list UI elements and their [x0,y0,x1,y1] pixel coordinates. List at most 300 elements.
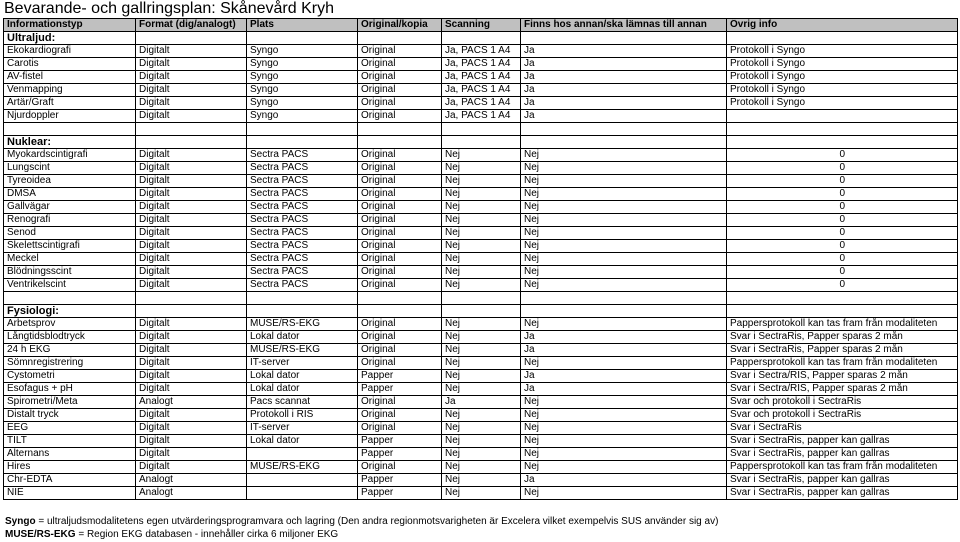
table-cell[interactable]: 0 [727,227,958,240]
table-cell[interactable]: Original [358,279,442,292]
table-cell[interactable]: Alternans [4,448,136,461]
table-cell[interactable]: Svar och protokoll i SectraRis [727,396,958,409]
table-cell[interactable]: Nej [442,357,521,370]
table-cell[interactable]: Original [358,162,442,175]
table-cell[interactable]: Svar i SectraRis, papper kan gallras [727,448,958,461]
table-cell[interactable]: Sectra PACS [247,240,358,253]
table-cell[interactable]: Ekokardiografi [4,45,136,58]
table-cell[interactable]: Esofagus + pH [4,383,136,396]
table-cell[interactable]: Protokoll i Syngo [727,45,958,58]
column-header[interactable]: Övrig info [727,19,958,32]
table-cell[interactable]: Ja [521,383,727,396]
table-cell[interactable]: Protokoll i Syngo [727,84,958,97]
table-cell[interactable]: MUSE/RS-EKG [247,461,358,474]
column-header[interactable]: Format (dig/analogt) [136,19,247,32]
table-cell[interactable] [247,487,358,500]
table-row [4,149,958,162]
table-row [4,318,958,331]
table-cell[interactable]: Sectra PACS [247,162,358,175]
table-cell[interactable]: Ja, PACS 1 A4 [442,110,521,123]
section-heading-row [4,32,958,45]
table-cell[interactable]: Original [358,227,442,240]
table-row [4,383,958,396]
table-cell[interactable]: Digitalt [136,279,247,292]
section-heading-row [4,136,958,149]
table-cell[interactable]: Ja [521,370,727,383]
table-cell[interactable] [521,305,727,318]
table-cell[interactable]: Ja [521,58,727,71]
table-row [4,370,958,383]
table-cell[interactable]: Original [358,214,442,227]
table-cell[interactable]: Ja [521,97,727,110]
table-cell[interactable] [247,123,358,136]
table-cell[interactable]: Nej [521,175,727,188]
table-cell[interactable]: Svar i SectraRis, Papper sparas 2 mån [727,344,958,357]
table-cell[interactable]: Ja [521,110,727,123]
table-cell[interactable]: Sectra PACS [247,201,358,214]
table-row [4,409,958,422]
table-cell[interactable]: Svar i Sectra/RIS, Papper sparas 2 mån [727,370,958,383]
table-row [4,357,958,370]
table-cell[interactable]: Original [358,149,442,162]
table-cell[interactable]: Digitalt [136,162,247,175]
table-cell[interactable]: Lungscint [4,162,136,175]
table-cell[interactable]: Original [358,461,442,474]
table-cell[interactable]: Cystometri [4,370,136,383]
table-cell[interactable]: Skelettscintigrafi [4,240,136,253]
table-cell[interactable]: Nej [521,240,727,253]
table-cell[interactable]: Original [358,331,442,344]
table-cell[interactable]: Digitalt [136,383,247,396]
table-cell[interactable]: Nej [521,318,727,331]
column-header[interactable]: Plats [247,19,358,32]
table-cell[interactable]: Digitalt [136,409,247,422]
table-cell[interactable]: Original [358,240,442,253]
table-row [4,45,958,58]
table-cell[interactable]: IT-server [247,422,358,435]
table-cell[interactable]: Nej [521,149,727,162]
table-cell[interactable] [442,136,521,149]
table-row [4,240,958,253]
table-cell[interactable] [358,292,442,305]
table-cell[interactable]: Tyreoidea [4,175,136,188]
table-cell[interactable]: Arbetsprov [4,318,136,331]
table-cell[interactable] [247,305,358,318]
table-cell[interactable] [727,292,958,305]
table-cell[interactable]: Venmapping [4,84,136,97]
table-cell[interactable]: Sectra PACS [247,175,358,188]
table-cell[interactable]: Digitalt [136,227,247,240]
table-cell[interactable]: Lokal dator [247,370,358,383]
table-cell[interactable]: Nej [442,487,521,500]
table-cell[interactable]: Pappersprotokoll kan tas fram från modaliteten [727,357,958,370]
table-cell[interactable]: Syngo [247,45,358,58]
table-cell[interactable]: 0 [727,162,958,175]
table-cell[interactable]: Spirometri/Meta [4,396,136,409]
table-cell[interactable]: 0 [727,253,958,266]
table-row [4,188,958,201]
table-cell[interactable] [358,305,442,318]
table-row [4,162,958,175]
table-row [4,435,958,448]
table-cell[interactable]: Syngo [247,84,358,97]
table-cell[interactable] [136,123,247,136]
table-cell[interactable]: Protokoll i Syngo [727,71,958,84]
table-row [4,331,958,344]
table-cell[interactable]: Nej [521,253,727,266]
table-cell[interactable]: Svar i SectraRis [727,422,958,435]
table-cell[interactable]: Njurdoppler [4,110,136,123]
table-cell[interactable] [358,136,442,149]
table-cell[interactable]: Nej [442,409,521,422]
spreadsheet-table [3,18,958,500]
section-heading-row [4,305,958,318]
table-row [4,266,958,279]
table-body [4,19,958,500]
table-cell[interactable]: Digitalt [136,58,247,71]
section-heading[interactable]: Fysiologi: [4,305,136,318]
table-cell[interactable]: Protokoll i Syngo [727,97,958,110]
table-cell[interactable]: Original [358,344,442,357]
footnote-muse [5,529,338,541]
table-cell[interactable]: Distalt tryck [4,409,136,422]
table-cell[interactable]: Syngo [247,97,358,110]
table-cell[interactable]: Original [358,422,442,435]
table-cell[interactable]: Original [358,188,442,201]
table-cell[interactable]: Nej [442,344,521,357]
table-cell[interactable]: Nej [442,227,521,240]
table-cell[interactable]: Syngo [247,110,358,123]
table-cell[interactable]: Ja [521,71,727,84]
table-cell[interactable]: NIE [4,487,136,500]
table-cell[interactable]: Nej [442,383,521,396]
table-cell[interactable]: 0 [727,240,958,253]
column-header[interactable]: Original/kopia [358,19,442,32]
table-cell[interactable]: Pacs scannat [247,396,358,409]
table-cell[interactable]: 0 [727,214,958,227]
table-cell[interactable]: Papper [358,448,442,461]
table-cell[interactable]: Digitalt [136,253,247,266]
table-cell[interactable] [442,32,521,45]
table-cell[interactable] [521,32,727,45]
table-cell[interactable]: 0 [727,279,958,292]
table-cell[interactable]: Digitalt [136,110,247,123]
table-cell[interactable]: Nej [521,461,727,474]
table-cell[interactable]: Nej [521,409,727,422]
table-cell[interactable]: Lokal dator [247,435,358,448]
table-cell[interactable]: Digitalt [136,45,247,58]
table-cell[interactable]: Sectra PACS [247,279,358,292]
table-cell[interactable]: Nej [442,162,521,175]
table-cell[interactable]: Digitalt [136,71,247,84]
column-header[interactable]: Informationstyp [4,19,136,32]
table-cell[interactable]: Pappersprotokoll kan tas fram från modaliteten [727,461,958,474]
table-cell[interactable]: Nej [442,188,521,201]
table-cell[interactable]: Sömnregistrering [4,357,136,370]
table-cell[interactable] [136,292,247,305]
table-cell[interactable]: Nej [442,240,521,253]
table-cell[interactable]: Ja [442,396,521,409]
table-cell[interactable]: Nej [521,214,727,227]
table-cell[interactable]: Ja, PACS 1 A4 [442,58,521,71]
table-cell[interactable]: Digitalt [136,318,247,331]
table-cell[interactable]: Analogt [136,474,247,487]
table-cell[interactable]: Nej [521,266,727,279]
table-cell[interactable]: Långtidsblodtryck [4,331,136,344]
table-cell[interactable]: Syngo [247,58,358,71]
table-cell[interactable]: 24 h EKG [4,344,136,357]
table-cell[interactable] [521,292,727,305]
table-cell[interactable]: Sectra PACS [247,214,358,227]
table-cell[interactable]: Digitalt [136,214,247,227]
table-cell[interactable]: Ja, PACS 1 A4 [442,97,521,110]
table-cell[interactable]: Nej [521,227,727,240]
table-cell[interactable]: Meckel [4,253,136,266]
table-cell[interactable] [727,136,958,149]
table-cell[interactable]: EEG [4,422,136,435]
table-cell[interactable] [247,448,358,461]
table-cell[interactable]: 0 [727,149,958,162]
table-cell[interactable]: Ja, PACS 1 A4 [442,71,521,84]
table-cell[interactable] [4,292,136,305]
table-cell[interactable]: TILT [4,435,136,448]
table-cell[interactable]: Sectra PACS [247,253,358,266]
table-cell[interactable]: Digitalt [136,344,247,357]
footnote-text: = Region EKG databasen - innehåller cirka 6 miljoner EKG [75,529,339,540]
table-cell[interactable]: Nej [442,461,521,474]
table-cell[interactable] [4,123,136,136]
table-row [4,227,958,240]
table-cell[interactable]: Nej [521,188,727,201]
table-cell[interactable]: Nej [442,448,521,461]
table-cell[interactable]: Digitalt [136,370,247,383]
column-header[interactable]: Finns hos annan/ska lämnas till annan [521,19,727,32]
table-cell[interactable]: Papper [358,487,442,500]
table-row [4,84,958,97]
table-cell[interactable]: Original [358,175,442,188]
table-cell[interactable]: Papper [358,474,442,487]
table-cell[interactable]: Nej [521,279,727,292]
table-row [4,448,958,461]
table-cell[interactable]: MUSE/RS-EKG [247,318,358,331]
table-cell[interactable]: Original [358,266,442,279]
table-row [4,110,958,123]
table-cell[interactable] [247,292,358,305]
table-cell[interactable]: Blödningsscint [4,266,136,279]
table-cell[interactable]: Original [358,357,442,370]
table-cell[interactable]: Artär/Graft [4,97,136,110]
table-cell[interactable]: Nej [521,162,727,175]
page-title: Bevarande- och gallringsplan: Skånevård Kryh [4,0,334,17]
table-cell[interactable]: Original [358,201,442,214]
table-cell[interactable]: Digitalt [136,188,247,201]
table-row [4,71,958,84]
table-cell[interactable]: Nej [442,474,521,487]
table-cell[interactable]: Nej [442,422,521,435]
table-cell[interactable] [136,32,247,45]
table-cell[interactable]: Renografi [4,214,136,227]
table-cell[interactable]: 0 [727,188,958,201]
table-cell[interactable]: Digitalt [136,201,247,214]
table-cell[interactable] [358,123,442,136]
table-cell[interactable]: Ja, PACS 1 A4 [442,84,521,97]
table-cell[interactable]: Svar och protokoll i SectraRis [727,409,958,422]
table-cell[interactable]: Digitalt [136,461,247,474]
table-cell[interactable] [247,136,358,149]
table-cell[interactable]: Ja [521,45,727,58]
table-cell[interactable]: Digitalt [136,84,247,97]
table-cell[interactable]: Original [358,409,442,422]
table-cell[interactable] [727,110,958,123]
column-header[interactable]: Scanning [442,19,521,32]
table-cell[interactable]: Chr-EDTA [4,474,136,487]
table-row [4,201,958,214]
blank-row [4,123,958,136]
table-cell[interactable]: Nej [521,448,727,461]
table-cell[interactable]: Syngo [247,71,358,84]
table-cell[interactable]: Digitalt [136,149,247,162]
table-cell[interactable]: Nej [442,331,521,344]
table-cell[interactable]: Nej [442,279,521,292]
blank-row [4,292,958,305]
table-cell[interactable]: Ja [521,474,727,487]
table-cell[interactable]: Nej [521,357,727,370]
table-cell[interactable]: Nej [521,435,727,448]
table-cell[interactable] [727,305,958,318]
table-cell[interactable]: Sectra PACS [247,227,358,240]
table-cell[interactable]: Digitalt [136,175,247,188]
table-cell[interactable]: Sectra PACS [247,266,358,279]
table-cell[interactable]: Digitalt [136,435,247,448]
table-cell[interactable] [136,136,247,149]
table-cell[interactable]: Papper [358,435,442,448]
table-cell[interactable]: Protokoll i Syngo [727,58,958,71]
table-cell[interactable]: Nej [442,370,521,383]
table-cell[interactable]: 0 [727,201,958,214]
table-cell[interactable]: Nej [442,175,521,188]
table-cell[interactable]: IT-server [247,357,358,370]
table-cell[interactable]: MUSE/RS-EKG [247,344,358,357]
table-cell[interactable] [247,474,358,487]
table-cell[interactable]: Digitalt [136,240,247,253]
table-cell[interactable]: Nej [442,201,521,214]
table-cell[interactable]: Original [358,45,442,58]
table-cell[interactable] [521,123,727,136]
table-cell[interactable]: Papper [358,383,442,396]
table-cell[interactable]: Analogt [136,396,247,409]
table-cell[interactable]: Sectra PACS [247,188,358,201]
table-cell[interactable] [136,305,247,318]
table-cell[interactable] [442,292,521,305]
table-cell[interactable]: Nej [521,487,727,500]
table-cell[interactable]: Nej [521,396,727,409]
table-row [4,97,958,110]
table-cell[interactable]: Nej [442,318,521,331]
table-cell[interactable]: Svar i SectraRis, papper kan gallras [727,474,958,487]
table-cell[interactable] [442,123,521,136]
table-row [4,214,958,227]
table-cell[interactable]: Ja, PACS 1 A4 [442,45,521,58]
table-cell[interactable]: Ja [521,344,727,357]
table-cell[interactable]: Nej [442,435,521,448]
table-cell[interactable]: 0 [727,175,958,188]
table-cell[interactable]: Digitalt [136,266,247,279]
table-cell[interactable]: Svar i SectraRis, papper kan gallras [727,435,958,448]
table-cell[interactable]: Svar i SectraRis, papper kan gallras [727,487,958,500]
table-cell[interactable]: Digitalt [136,422,247,435]
table-cell[interactable]: Senod [4,227,136,240]
table-cell[interactable]: Original [358,71,442,84]
table-row [4,253,958,266]
table-cell[interactable]: Lokal dator [247,331,358,344]
table-cell[interactable]: Original [358,84,442,97]
table-cell[interactable] [358,32,442,45]
table-cell[interactable]: DMSA [4,188,136,201]
table-cell[interactable]: Nej [521,422,727,435]
table-cell[interactable]: Analogt [136,487,247,500]
table-cell[interactable]: Hires [4,461,136,474]
table-cell[interactable]: Gallvägar [4,201,136,214]
table-cell[interactable]: Original [358,97,442,110]
table-cell[interactable]: Original [358,253,442,266]
table-cell[interactable]: Svar i Sectra/RIS, Papper sparas 2 mån [727,383,958,396]
table-cell[interactable]: Nej [442,253,521,266]
section-heading[interactable]: Ultraljud: [4,32,136,45]
table-cell[interactable]: Nej [521,201,727,214]
table-cell[interactable] [727,32,958,45]
table-cell[interactable]: Ja [521,331,727,344]
table-cell[interactable] [247,32,358,45]
table-row [4,175,958,188]
table-cell[interactable]: Nej [442,266,521,279]
table-cell[interactable]: Original [358,58,442,71]
table-cell[interactable]: Digitalt [136,97,247,110]
table-cell[interactable]: Carotis [4,58,136,71]
header-row [4,19,958,32]
section-heading[interactable]: Nuklear: [4,136,136,149]
footnote-syngo [5,516,718,528]
table-cell[interactable]: Myokardscintigrafi [4,149,136,162]
table-cell[interactable]: 0 [727,266,958,279]
table-cell[interactable] [727,123,958,136]
table-cell[interactable]: Digitalt [136,357,247,370]
footnote-term: MUSE/RS-EKG [5,529,76,540]
table-row [4,279,958,292]
table-cell[interactable]: Original [358,110,442,123]
footnote-term: Syngo [5,516,36,527]
table-cell[interactable]: Nej [442,149,521,162]
table-cell[interactable]: Pappersprotokoll kan tas fram från modaliteten [727,318,958,331]
table-cell[interactable]: Ventrikelscint [4,279,136,292]
table-cell[interactable]: Lokal dator [247,383,358,396]
table-row [4,396,958,409]
table-cell[interactable]: AV-fistel [4,71,136,84]
table-cell[interactable] [442,305,521,318]
table-cell[interactable]: Ja [521,84,727,97]
table-row [4,422,958,435]
table-cell[interactable]: Digitalt [136,448,247,461]
table-cell[interactable]: Sectra PACS [247,149,358,162]
table-cell[interactable]: Protokoll i RIS [247,409,358,422]
table-cell[interactable] [521,136,727,149]
table-row [4,487,958,500]
table-cell[interactable]: Nej [442,214,521,227]
table-cell[interactable]: Papper [358,370,442,383]
table-cell[interactable]: Original [358,318,442,331]
table-cell[interactable]: Svar i SectraRis, Papper sparas 2 mån [727,331,958,344]
table-cell[interactable]: Original [358,396,442,409]
table-cell[interactable]: Digitalt [136,331,247,344]
